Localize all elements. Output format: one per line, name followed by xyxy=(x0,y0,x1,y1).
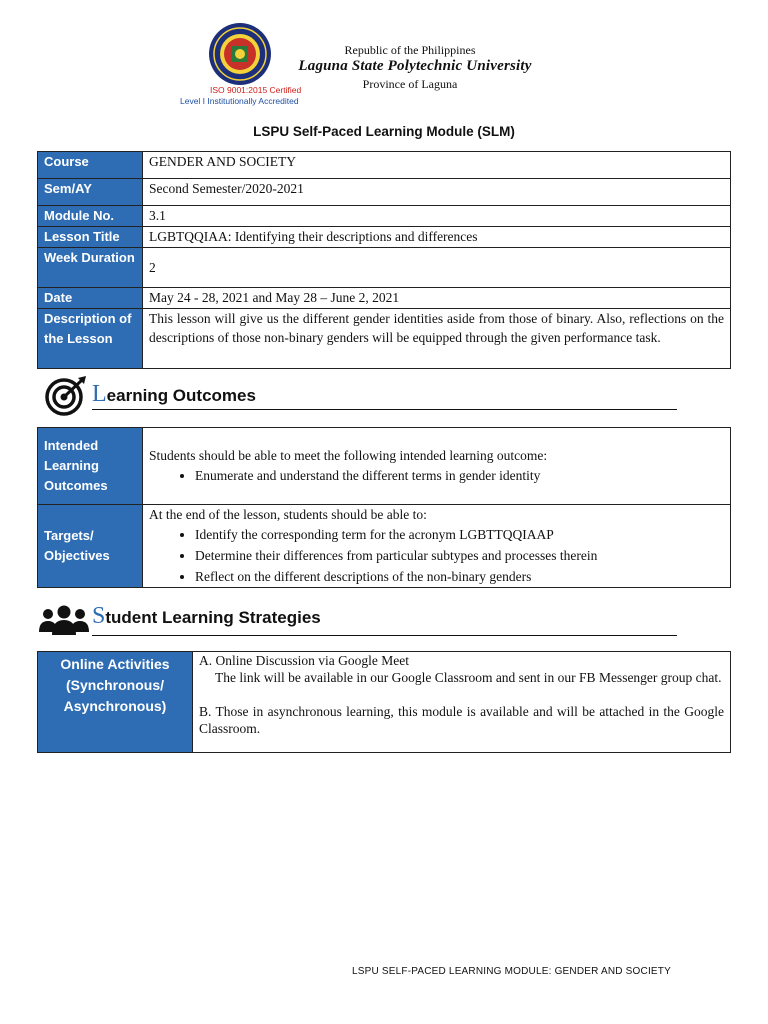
value-description: This lesson will give us the different gender identities aside from those of binary. Also, reflections on the descriptions of those non-binary genders will be equipped through the given performance task. xyxy=(143,309,731,369)
label-online-activities: Online Activities (Synchronous/ Asynchronous) xyxy=(38,652,193,753)
section-rule xyxy=(92,409,677,410)
course-info-table xyxy=(37,151,731,369)
strategies-cell xyxy=(193,652,731,753)
heading-rest: tudent Learning Strategies xyxy=(105,608,321,627)
iso-certification: ISO 9001:2015 Certified xyxy=(210,85,302,95)
learning-outcomes-table xyxy=(37,427,731,588)
strategies-heading xyxy=(92,603,321,630)
heading-rest: earning Outcomes xyxy=(106,386,256,405)
strategy-a-detail: The link will be available in our Google Classroom and sent in our FB Messenger group chat. xyxy=(215,670,722,685)
section-rule xyxy=(92,635,677,636)
intended-list xyxy=(149,465,724,486)
people-group-icon xyxy=(38,604,90,636)
value-date: May 24 - 28, 2021 and May 28 – June 2, 2021 xyxy=(143,288,731,309)
province-line: Province of Laguna xyxy=(362,77,458,91)
heading-initial: S xyxy=(92,603,106,629)
list-item: • Determine their differences from particular subtypes and processes therein xyxy=(195,545,724,566)
module-title: LSPU Self-Paced Learning Module (SLM) xyxy=(253,124,515,139)
label-module-no: Module No. xyxy=(38,206,143,227)
page-footer: LSPU SELF-PACED LEARNING MODULE: GENDER AND SOCIETY xyxy=(352,966,671,977)
label-sem-ay: Sem/AY xyxy=(38,179,143,206)
heading-initial: L xyxy=(92,381,107,407)
value-lesson-title: LGBTQQIAA: Identifying their descriptions and differences xyxy=(143,227,731,248)
label-lesson-title: Lesson Title xyxy=(38,227,143,248)
value-week-duration: 2 xyxy=(143,248,731,288)
intended-outcomes-cell xyxy=(143,428,731,505)
strategy-a-title: A. Online Discussion via Google Meet xyxy=(199,653,409,668)
value-module-no: 3.1 xyxy=(143,206,731,227)
label-description: Description of the Lesson xyxy=(38,309,143,369)
list-item: • Reflect on the different descriptions of the non-binary genders xyxy=(195,566,724,587)
strategies-table xyxy=(37,651,731,753)
learning-outcomes-heading xyxy=(92,381,256,408)
university-seal-logo xyxy=(208,22,272,86)
targets-intro: At the end of the lesson, students should be able to: xyxy=(149,507,427,522)
label-intended-outcomes: Intended Learning Outcomes xyxy=(38,428,143,505)
republic-line: Republic of the Philippines xyxy=(344,43,476,57)
intended-intro: Students should be able to meet the following intended learning outcome: xyxy=(149,448,548,463)
strategy-b-text: B. Those in asynchronous learning, this module is available and will be attached in the Google Classroom. xyxy=(199,704,724,736)
label-week-duration: Week Duration xyxy=(38,248,143,288)
university-name: Laguna State Polytechnic University xyxy=(298,58,532,74)
accreditation-level: Level I Institutionally Accredited xyxy=(180,96,299,106)
label-date: Date xyxy=(38,288,143,309)
label-course: Course xyxy=(38,152,143,179)
target-icon xyxy=(44,376,88,416)
targets-cell xyxy=(143,505,731,588)
label-targets: Targets/ Objectives xyxy=(38,505,143,588)
value-course: GENDER AND SOCIETY xyxy=(143,152,731,179)
targets-list xyxy=(149,524,724,587)
list-item: • Identify the corresponding term for the acronym LGBTTQQIAAP xyxy=(195,524,724,545)
value-sem-ay: Second Semester/2020-2021 xyxy=(143,179,731,206)
list-item: • Enumerate and understand the different terms in gender identity xyxy=(195,465,724,486)
